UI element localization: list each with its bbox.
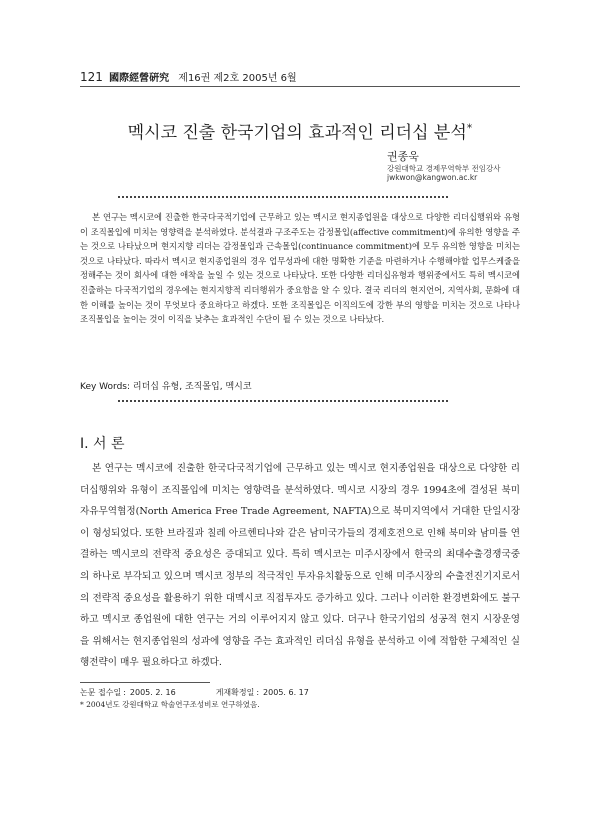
keywords-label: Key Words (80, 382, 127, 392)
footnote-rule (80, 682, 210, 683)
keywords (80, 379, 252, 392)
keywords-separator: : (127, 382, 133, 392)
abstract-top-divider (118, 196, 448, 198)
accepted-date: 2005. 6. 17 (263, 688, 309, 697)
title-footnote-mark: * (466, 121, 473, 135)
received-date: 2005. 2. 16 (129, 688, 176, 697)
accepted-label: 게재확정일 (215, 688, 255, 697)
author-email: jwkwon@kangwon.ac.kr (387, 173, 478, 183)
funding-footnote: * 2004년도 강원대학교 학술연구조성비로 연구하였음. (80, 700, 260, 709)
author-affiliation: 강원대학교 경제무역학부 전임강사 (387, 163, 501, 173)
accepted-separator: : (256, 688, 260, 697)
abstract-bottom-divider (118, 400, 448, 402)
paper-title-text: 멕시코 진출 한국기업의 효과적인 리더십 분석 (127, 123, 467, 143)
page-number: 121 (80, 70, 103, 84)
header-rule (80, 86, 520, 87)
running-head (80, 69, 297, 84)
body-paragraph: 본 연구는 멕시코에 진출한 한국다국적기업에 근무하고 있는 멕시코 현지종업원을 대상으로 다양한 리더십행위와 유형이 조직몰입에 미치는 영향력을 분석하였다. 멕시코 시장의 경우 1994초에 결성된 북미자유무역협정(North America Free Trade Agreement, NAFTA)으로 북미지역에서 거대한 단일시장이 형성되었다. 또한 브라질과 칠레 아르헨티나와 같은 남미국가들의 경제호전으로 인해 북미와 남미를 연결하는 멕시코의 전략적 중요성은 증대되고 있다. 특히 멕시코는 미주시장에서 한국의 최대수출경쟁국중의 하나로 부각되고 있으며 멕시코 정부의 적극적인 투자유치활동으로 인해 미주시장의 수출전진기지로서의 전략적 중요성을 활용하기 위한 대멕시코 직접투자도 증가하고 있다. 그러나 이러한 환경변화에도 불구하고 멕시코 종업원에 대한 연구는 거의 이루어지지 않고 있다. 더구나 한국기업의 성공적 현지 시장운영을 위해서는 현지종업원의 성과에 영향을 주는 효과적인 리더십 유형을 분석하고 이에 적합한 구체적인 실행전략이 매우 필요하다고 하겠다. (80, 463, 520, 669)
abstract: 본 연구는 멕시코에 진출한 한국다국적기업에 근무하고 있는 멕시코 현지종업원을 대상으로 다양한 리더십행위와 유형이 조직몰입에 미치는 영향력을 분석하였다. 분석결과 구조주도는 감정몰입(affective commitment)에 유의한 영향을 주는 것으로 나타났으며 현지지향 리더는 감정몰입과 근속몰입(continuance commitment)에 모두 유의한 영향을 미치는 것으로 나타났다. 따라서 멕시코 현지종업원의 경우 업무성과에 대한 명확한 기준을 마련하거나 수행해야할 업무스케줄을 정해주는 것이 회사에 대한 애착을 높일 수 있는 것으로 나타났다. 또한 다양한 리더십유형과 행위중에서도 특히 멕시코에 진출하는 다국적기업의 경우에는 현지지향적 리더행위가 중요함을 알 수 있다. 결국 리더의 현지언어, 지역사회, 문화에 대한 이해를 높이는 것이 무엇보다 중요하다고 하겠다. 또한 조직몰입은 이직의도에 강한 부의 영향을 미치는 것으로 나타나 조직몰입을 높이는 것이 이직을 낮추는 효과적인 수단이 될 수 있는 것으로 나타났다. (80, 212, 520, 325)
submission-dates (80, 687, 309, 699)
keywords-values: 리더십 유형, 조직몰입, 멕시코 (132, 382, 252, 392)
received-separator: : (123, 688, 126, 697)
section-heading: Ⅰ. 서 론 (80, 436, 125, 452)
author-block (387, 150, 500, 183)
paper-title (80, 118, 520, 143)
author-name: 권종욱 (387, 150, 419, 163)
journal-name: 國際經營硏究 (109, 73, 170, 84)
received-label: 논문 접수일 (80, 688, 122, 697)
footnotes (80, 687, 309, 711)
journal-issue: 제16권 제2호 2005년 6월 (178, 73, 297, 84)
